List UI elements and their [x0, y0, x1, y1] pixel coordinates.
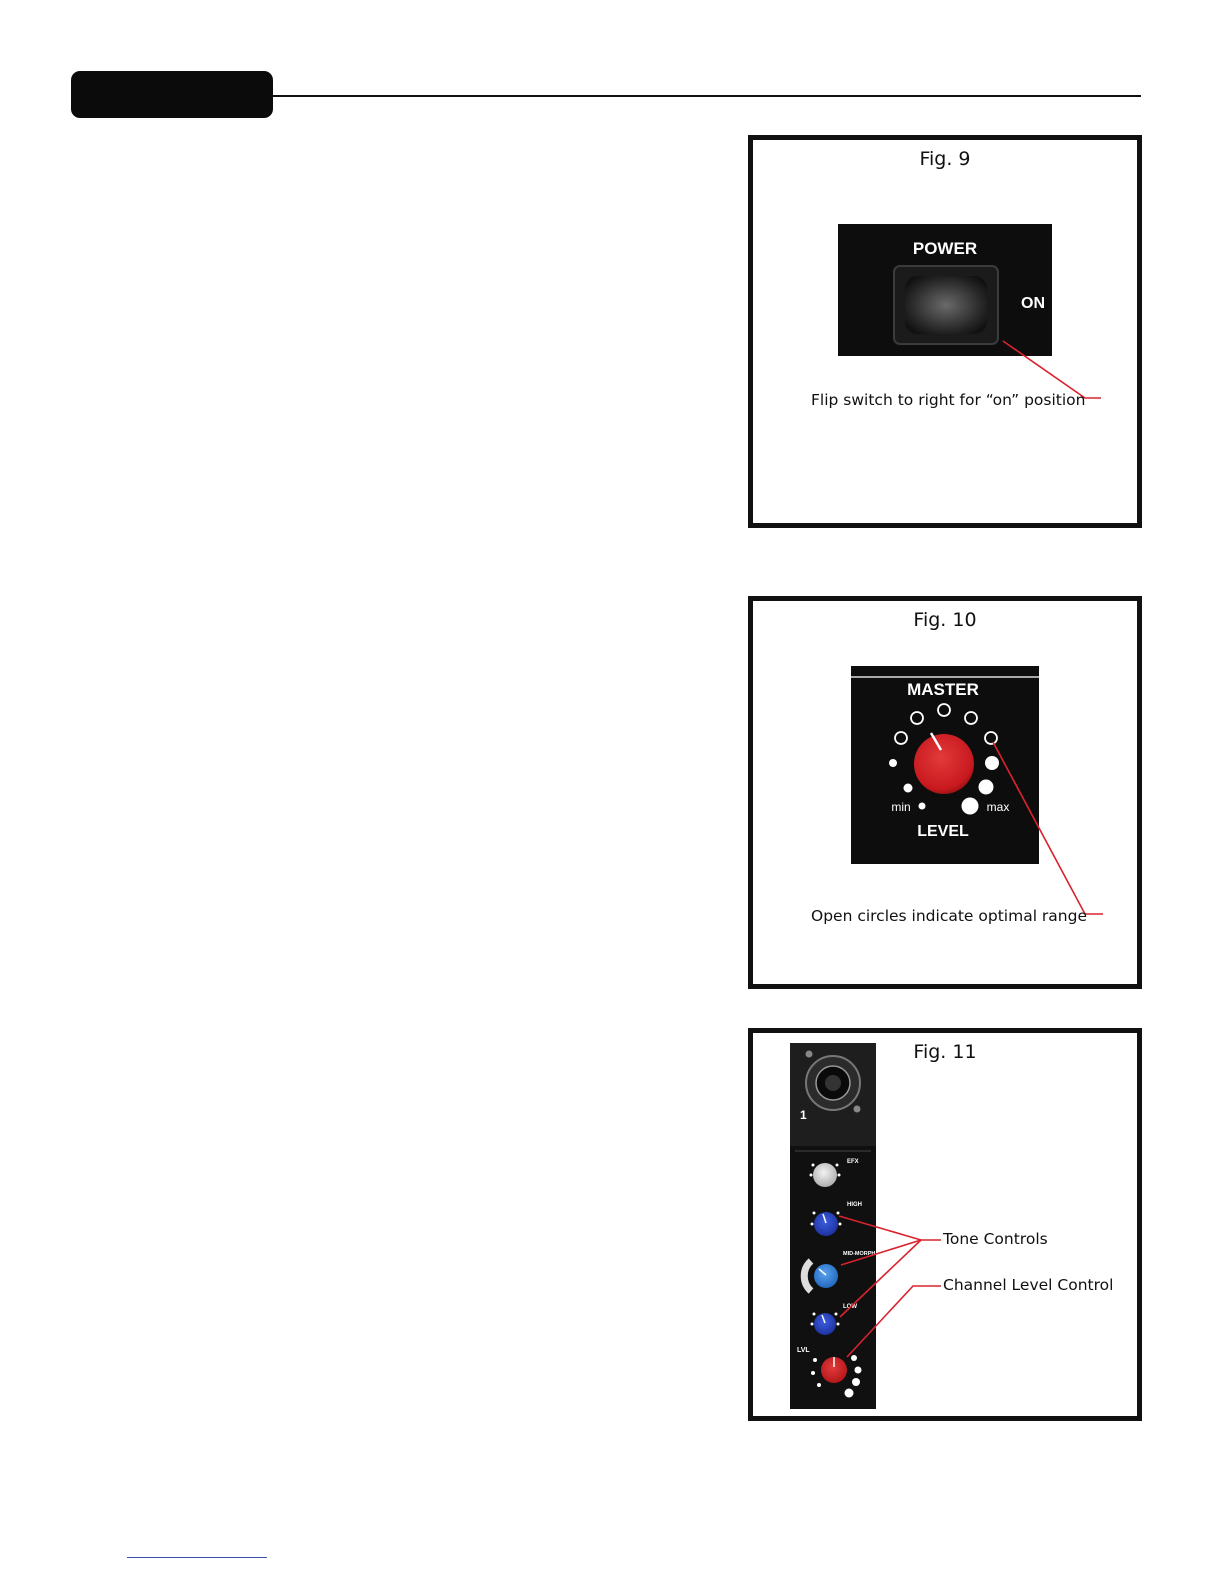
channel-strip-photo: [753, 1033, 1137, 1416]
high-label: HIGH: [847, 1202, 862, 1208]
figure-10: [748, 596, 1142, 989]
master-level-photo: [753, 601, 1137, 984]
channel-number: 1: [800, 1108, 807, 1122]
power-switch-photo: [753, 140, 1137, 523]
power-label: POWER: [912, 239, 978, 258]
tone-controls-callout: Tone Controls: [943, 1230, 1048, 1248]
master-label: MASTER: [907, 680, 979, 699]
footer-link-underline[interactable]: [127, 1557, 267, 1558]
figure-11: [748, 1028, 1142, 1421]
figure-title: Fig. 11: [913, 1041, 977, 1063]
efx-label: EFX: [847, 1159, 859, 1165]
power-callout: Flip switch to right for “on” position: [811, 391, 1086, 409]
on-label: ON: [1021, 295, 1045, 312]
figure-9: [748, 135, 1142, 528]
master-callout: Open circles indicate optimal range: [811, 907, 1087, 925]
rocker-switch: [905, 276, 987, 334]
mid-morph-knob: [814, 1264, 838, 1288]
header-rule: [270, 95, 1141, 97]
min-label: min: [891, 800, 911, 814]
low-knob: [814, 1313, 836, 1335]
channel-level-callout: Channel Level Control: [943, 1276, 1114, 1294]
master-knob: [914, 734, 974, 794]
section-header-tab: [71, 71, 273, 118]
lvl-label: LVL: [797, 1347, 810, 1354]
mid-morph-label: MID-MORPH: [843, 1251, 876, 1257]
low-label: LOW: [843, 1304, 857, 1310]
max-label: max: [986, 800, 1010, 814]
level-label: LEVEL: [917, 823, 969, 840]
high-knob: [814, 1212, 838, 1236]
efx-knob: [813, 1163, 837, 1187]
figure-title: Fig. 9: [919, 148, 971, 170]
figure-title: Fig. 10: [913, 609, 977, 631]
